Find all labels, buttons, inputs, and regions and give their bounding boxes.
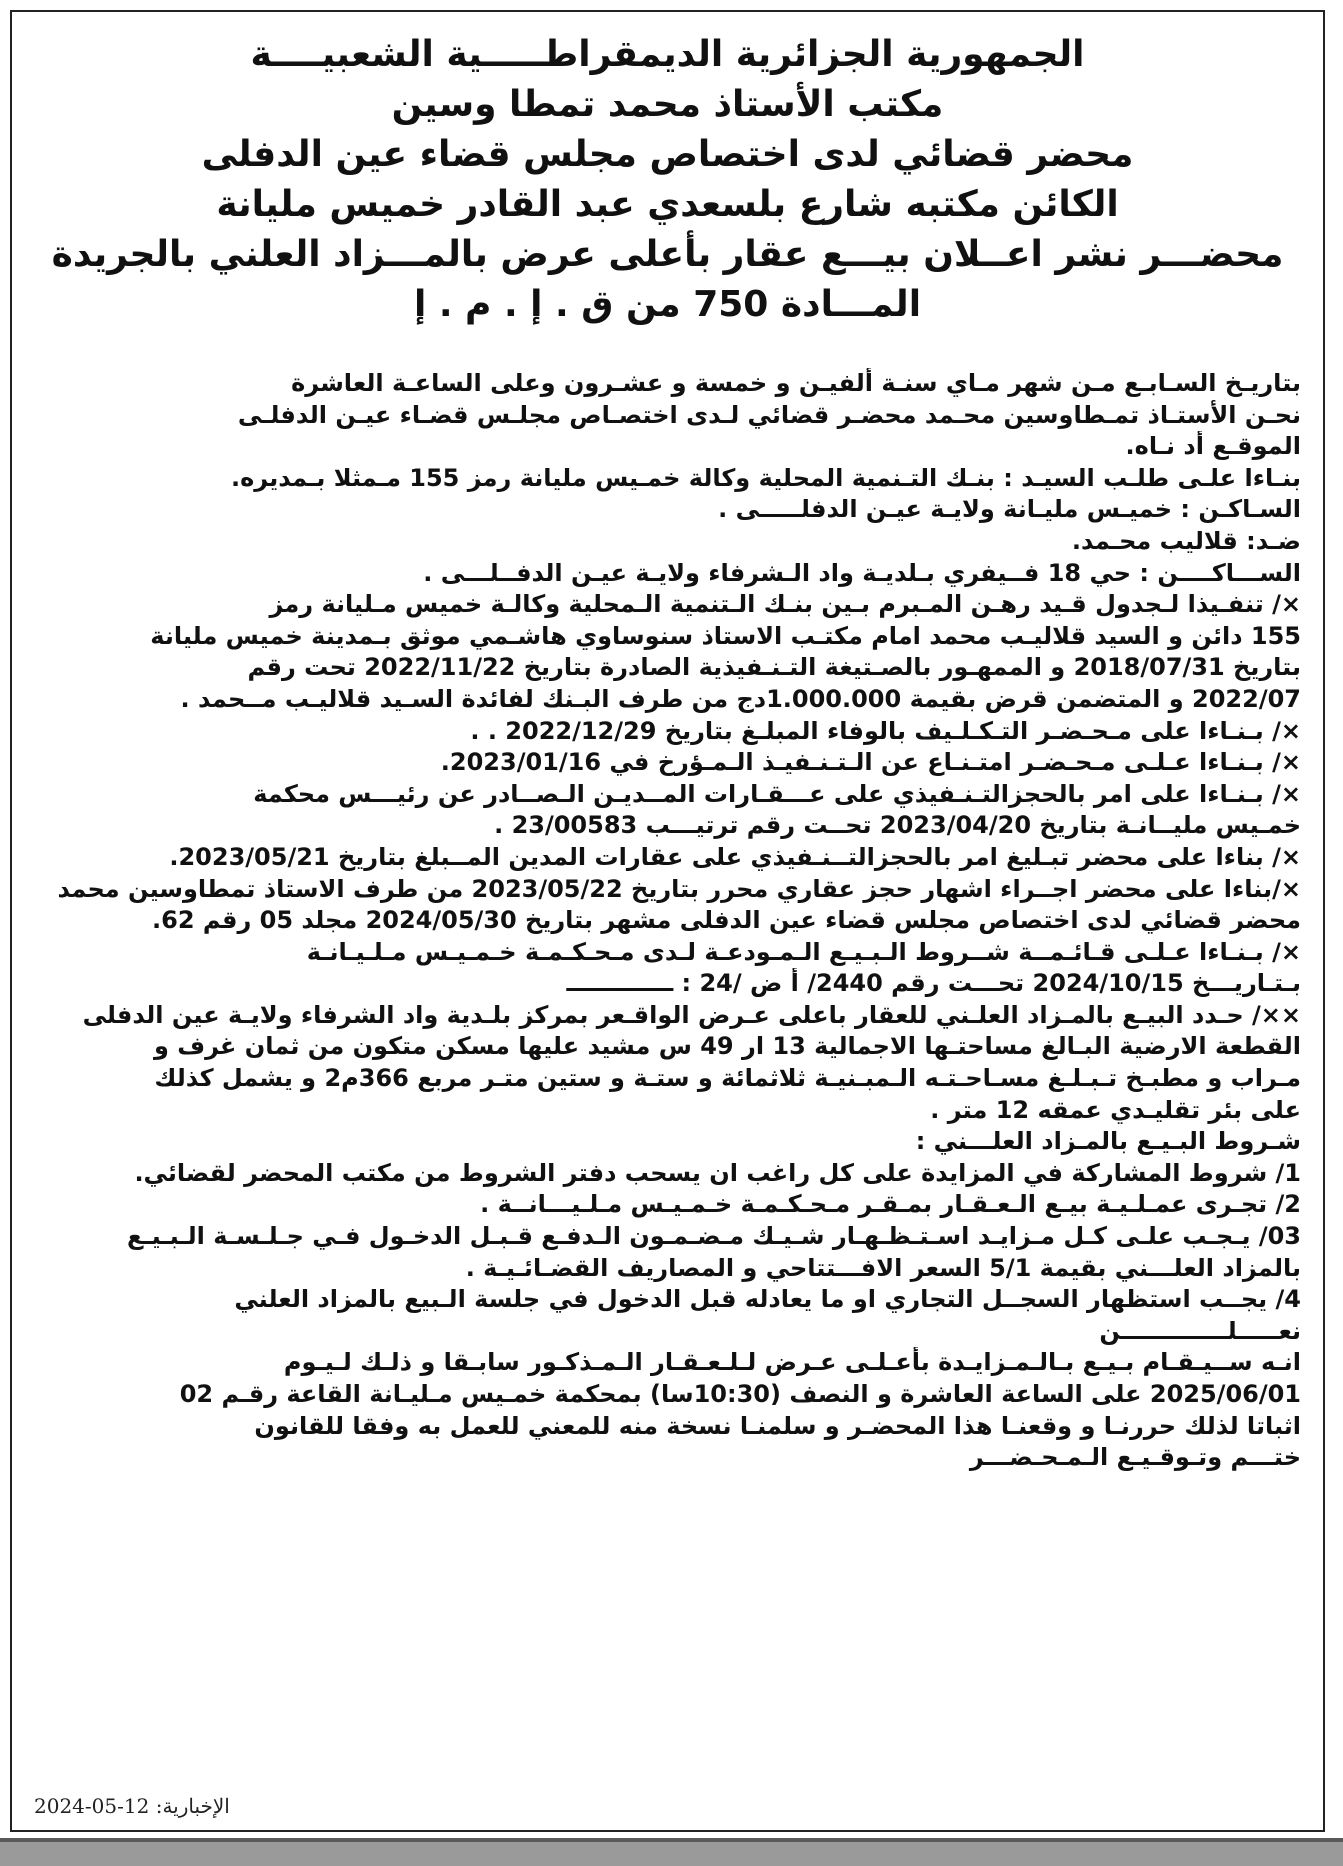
body-line: ×/ بـنـاءا عـلـى قـائـمــة شــروط الـبـيـع الـمـودعـة لـدى مـحـكـمـة خـمـيـس مـلـيـانـة — [306, 937, 1301, 966]
auction-notice — [10, 10, 1325, 1832]
body-line: ×/ بناءا على محضر تبـليغ امر بالحجزالتــنـفيذي على عقارات المدين المــبلغ بتاريخ 2023/05/21. — [169, 842, 1301, 871]
header-line-subject: محضـــر نشر اعــلان بيـــع عقار بأعلى عرض بالمـــزاد العلني بالجريدة — [51, 234, 1284, 275]
body-line: 2022/07 و المتضمن قرض بقيمة 1.000.000دج من طرف البـنك لفائدة السـيد قلاليـب مــحمد . — [180, 684, 1301, 713]
body-line: خمـيس مليــانـة بتاريخ 2023/04/20 تحــت رقم ترتيـــب 23/00583 . — [494, 811, 1301, 840]
body-line: مـراب و مطبـخ تـبـلـغ مسـاحـتـه الـمبـنيـة ثلاثمائة و ستـة و ستين متـر مربع 366م2 و يشمل كذلك — [154, 1064, 1301, 1093]
body-line: اثباتا لذلك حررنـا و وقعنـا هذا المحضـر و سلمنـا نسخة منه للمعني للعمل به وفقا للقانون — [254, 1411, 1301, 1440]
body-line: 4/ يجــب استظهار السجــل التجاري او ما يعادله قبل الدخول في جلسة الـبيع بالمزاد العلني — [234, 1285, 1301, 1314]
body-line: بتاريـخ السـابـع مـن شهر مـاي سنـة ألفيـن و خمسة و عشـرون وعلى الساعـة العاشرة — [291, 369, 1301, 397]
header-line-article: المـــادة 750 من ق . إ . م . إ — [413, 284, 922, 325]
body-line: 155 دائن و السيد قلاليـب محمد امام مكتـب الاستاذ سنوساوي هاشـمي موثق بـمدينة خميس مليانة — [150, 621, 1301, 650]
body-line: الســـاكــــن : حي 18 فــيفري بـلديـة واد الـشرفاء ولايـة عيـن الدفــلـــى . — [423, 558, 1301, 587]
bottom-bar — [0, 1838, 1343, 1866]
body-line: الموقـع أد نـاه. — [1125, 432, 1301, 461]
body-line: محضر قضائي لدى اختصاص مجلس قضاء عين الدفلى مشهر بتاريخ 2024/05/30 مجلد 05 رقم 62. — [152, 906, 1301, 935]
body-line: 2025/06/01 على الساعة العاشرة و النصف (10:30سا) بمحكمة خمـيس مـليـانة القاعة رقـم 02 — [179, 1380, 1301, 1408]
body-line: انـه ســيـقـام بـيـع بـالـمـزايـدة بأعـلـى عـرض لـلـعـقـار الـمـذكـور سابـقا و ذلـك لـيـوم — [283, 1348, 1301, 1377]
body-line: ×/ بـنـاءا على امر بالحجزالتـنـفيذي على عـــقـارات المــديـن الـصــادر عن رئيـــس محكمة — [253, 779, 1301, 808]
body-line: بـتـاريـــخ 2024/10/15 تحـــت رقم 2440/ أ ض /24 : ـــــــــــــ — [566, 969, 1301, 998]
source-date: الإخبارية: 12-05-2024 — [34, 1794, 230, 1818]
header-line-office: مكتب الأستاذ محمد تمطا وسين — [391, 84, 944, 125]
body-line: السـاكـن : خميـس مليـانة ولايـة عيـن الدفلـــــى . — [718, 495, 1301, 524]
body-line: ×/ بـنـاءا على مـحـضـر التـكـلـيف بالوفاء المبلـغ بتاريخ 2022/12/29 . . — [470, 716, 1301, 745]
header-line-bailiff: محضر قضائي لدى اختصاص مجلس قضاء عين الدفلى — [201, 134, 1134, 175]
body-line: ×/ بـنـاءا عـلـى مـحـضـر امتـنـاع عن الـتـنـفيـذ الـمـؤرخ في 2023/01/16. — [440, 748, 1301, 777]
body-line: ختـــم وتـوقـيـع الـمـحـضـــر — [969, 1443, 1301, 1472]
body-line: نعـــــلـــــــــــــن — [1099, 1316, 1301, 1345]
body-line: 1/ شروط المشاركة في المزايدة على كل راغب ان يسحب دفتر الشروط من مكتب المحضر لقضائي. — [134, 1158, 1301, 1187]
body-line: القطعة الارضية البـالغ مساحتـها الاجمالية 13 ار 49 س مشيد عليها مسكن متكون من ثمان غرف و — [153, 1032, 1301, 1061]
body-line: بالمزاد العلـــني بقيمة 5/1 السعر الافـــتتاحي و المصاريف القضـائـيـة . — [465, 1253, 1301, 1282]
notice-body — [34, 368, 1301, 1474]
body-line: على بئر تقليـدي عمقه 12 متر . — [930, 1095, 1301, 1124]
header-line-republic: الجمهورية الجزائرية الديمقراطـــــية الشعبيــــة — [250, 34, 1085, 75]
body-line: نحـن الأستـاذ تمـطاوسين محـمد محضـر قضائي لـدى اختصـاص مجلـس قضـاء عيـن الدفلـى — [237, 400, 1301, 429]
header-line-address: الكائن مكتبه شارع بلسعدي عبد القادر خميس مليانة — [216, 184, 1119, 225]
body-line: بتاريخ 2018/07/31 و الممهـور بالصـتيغة التـنـفيذية الصادرة بتاريخ 2022/11/22 تحت رقم — [247, 653, 1301, 682]
body-line: ×/ تنفـيذا لـجدول قـيد رهـن المـبرم بـين بنـك الـتنمية الـمحلية وكالـة خميس مـليانة رمز — [269, 590, 1301, 619]
body-line: 03/ يـجـب علـى كـل مـزايـد اسـتـظـهـار شـيـك مـضـمـون الـدفـع قـبـل الدخـول فـي جـلـسـة الـبـيـع — [127, 1222, 1301, 1251]
body-line: 2/ تجـرى عمـلـيـة بيـع الـعـقـار بمـقـر مـحـكـمـة خـمـيـس مـلـيـــانــة . — [480, 1190, 1301, 1219]
body-line: ×/بناءا على محضر اجــراء اشهار حجز عقاري محرر بتاريخ 2023/05/22 من طرف الاستاذ تمطاوسين محمد — [57, 874, 1301, 903]
body-line: شـروط البـيـع بالمـزاد العلـــني : — [915, 1127, 1301, 1156]
notice-header — [12, 12, 1323, 330]
body-line: ضـد: قلاليب محـمد. — [1071, 526, 1301, 555]
body-line: بنـاءا علـى طلـب السيـد : بنـك التـنمية المحلية وكالة خمـيس مليانة رمز 155 مـمثلا بـمديره. — [231, 463, 1301, 492]
body-line: ××/ حـدد البيـع بالمـزاد العلـني للعقار باعلى عـرض الواقـعر بمركز بلـدية واد الشرفاء ولايـة عين الدفلى — [82, 1000, 1301, 1029]
